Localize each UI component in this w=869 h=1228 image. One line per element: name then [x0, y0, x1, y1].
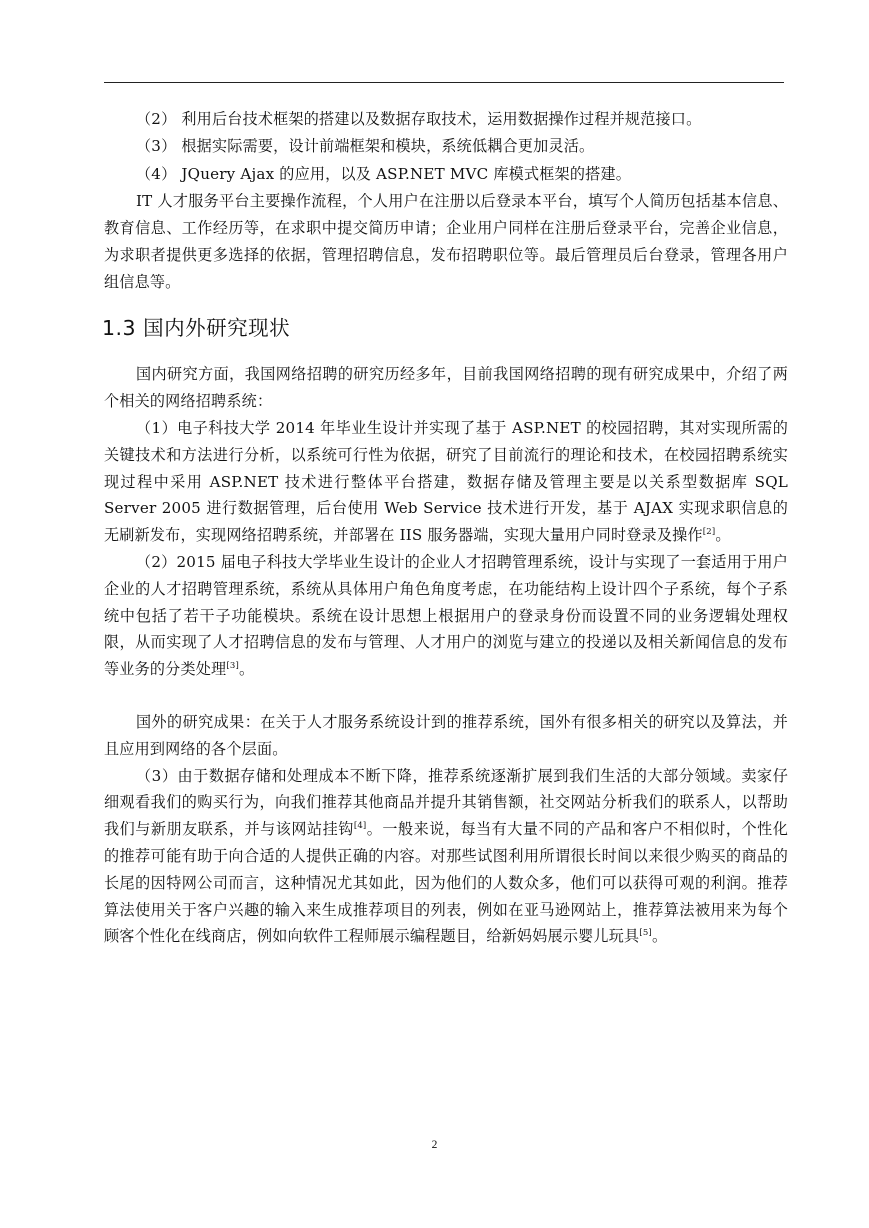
- paragraph-item-3: [104, 763, 788, 951]
- paragraph-workflow: IT 人才服务平台主要操作流程，个人用户在注册以后登录本平台，填写个人简历包括基本信息、教育信息、工作经历等，在求职中提交简历申请；企业用户同样在注册后登录平台，完善企业信息，为求职者提供更多选择的依据，管理招聘信息，发布招聘职位等。最后管理员后台登录，管理各用户组信息等。: [104, 192, 788, 291]
- paragraph-end: 。: [651, 927, 668, 946]
- paragraph-end: 。: [239, 660, 255, 679]
- paragraph-text: （3）由于数据存储和处理成本不断下降，推荐系统逐渐扩展到我们生活的大部分领域。卖家仔细观看我们的购买行为，向我们推荐其他商品并提升其销售额，社交网站分析我们的联系人，以帮助我们与新朋友联系，并与该网站挂钩: [104, 766, 788, 839]
- paragraph-item-1: [104, 415, 788, 549]
- paragraph-gap: [104, 683, 788, 709]
- paragraph-domestic-intro: 国内研究方面，我国网络招聘的研究历经多年，目前我国网络招聘的现有研究成果中，介绍了两个相关的网络招聘系统：: [104, 365, 788, 411]
- paragraph-item-2: [104, 549, 788, 683]
- page-number: 2: [431, 1139, 438, 1151]
- paragraph-text: （2）2015 届电子科技大学毕业生设计的企业人才招聘管理系统，设计与实现了一套适用于用户企业的人才招聘管理系统，系统从具体用户角色角度考虑，在功能结构上设计四个子系统，每个子系统中包括了若干子功能模块。系统在设计思想上根据用户的登录身份而设置不同的业务逻辑处理权限，从而实现了人才招聘信息的发布与管理、人才用户的浏览与建立的投递以及相关新闻信息的发布等业务的分类处理: [104, 552, 788, 679]
- paragraph-end: 。: [715, 526, 731, 545]
- paragraph-text: （1）电子科技大学 2014 年毕业生设计并实现了基于 ASP.NET 的校园招聘，其对实现所需的关键技术和方法进行分析，以系统可行性为依据，研究了目前流行的理论和技术，在校园招聘系统实现过程中采用 ASP.NET 技术进行整体平台搭建，数据存储及管理主要是以关系型数据库 SQL Server 2005 进行数据管理，后台使用 Web Service 技术进行开发，基于 AJAX 实现求职信息的无刷新发布，实现网络招聘系统，并部署在 IIS 服务器端，实现大量用户同时登录及操作: [104, 418, 788, 545]
- paragraph-text: 。一般来说，每当有大量不同的产品和客户不相似时，个性化的推荐可能有助于向合适的人提供正确的内容。对那些试图利用所谓很长时间以来很少购买的商品的长尾的因特网公司而言，这种情况尤其如此，因为他们的人数众多，他们可以获得可观的利润。推荐算法使用关于客户兴趣的输入来生成推荐项目的列表，例如在亚马逊网站上，推荐算法被用来为每个顾客个性化在线商店，例如向软件工程师展示编程题目，给新妈妈展示婴儿玩具: [104, 820, 789, 946]
- list-item: （2） 利用后台技术框架的搭建以及数据存取技术，运用数据操作过程并规范接口。: [136, 110, 702, 128]
- citation-ref: [2]: [702, 527, 716, 538]
- header-rule: [104, 82, 784, 83]
- section-heading: 1.3 国内外研究现状: [102, 316, 291, 341]
- list-item: （4） JQuery Ajax 的应用，以及 ASP.NET MVC 库模式框架的搭建。: [136, 164, 632, 183]
- list-item: （3） 根据实际需要，设计前端框架和模块，系统低耦合更加灵活。: [136, 137, 595, 156]
- page-body: [104, 106, 788, 950]
- paragraph-foreign-intro: 国外的研究成果：在关于人才服务系统设计到的推荐系统，国外有很多相关的研究以及算法，并且应用到网络的各个层面。: [104, 712, 788, 758]
- citation-ref: [5]: [639, 928, 652, 939]
- citation-ref: [4]: [353, 821, 367, 832]
- citation-ref: [3]: [226, 661, 239, 672]
